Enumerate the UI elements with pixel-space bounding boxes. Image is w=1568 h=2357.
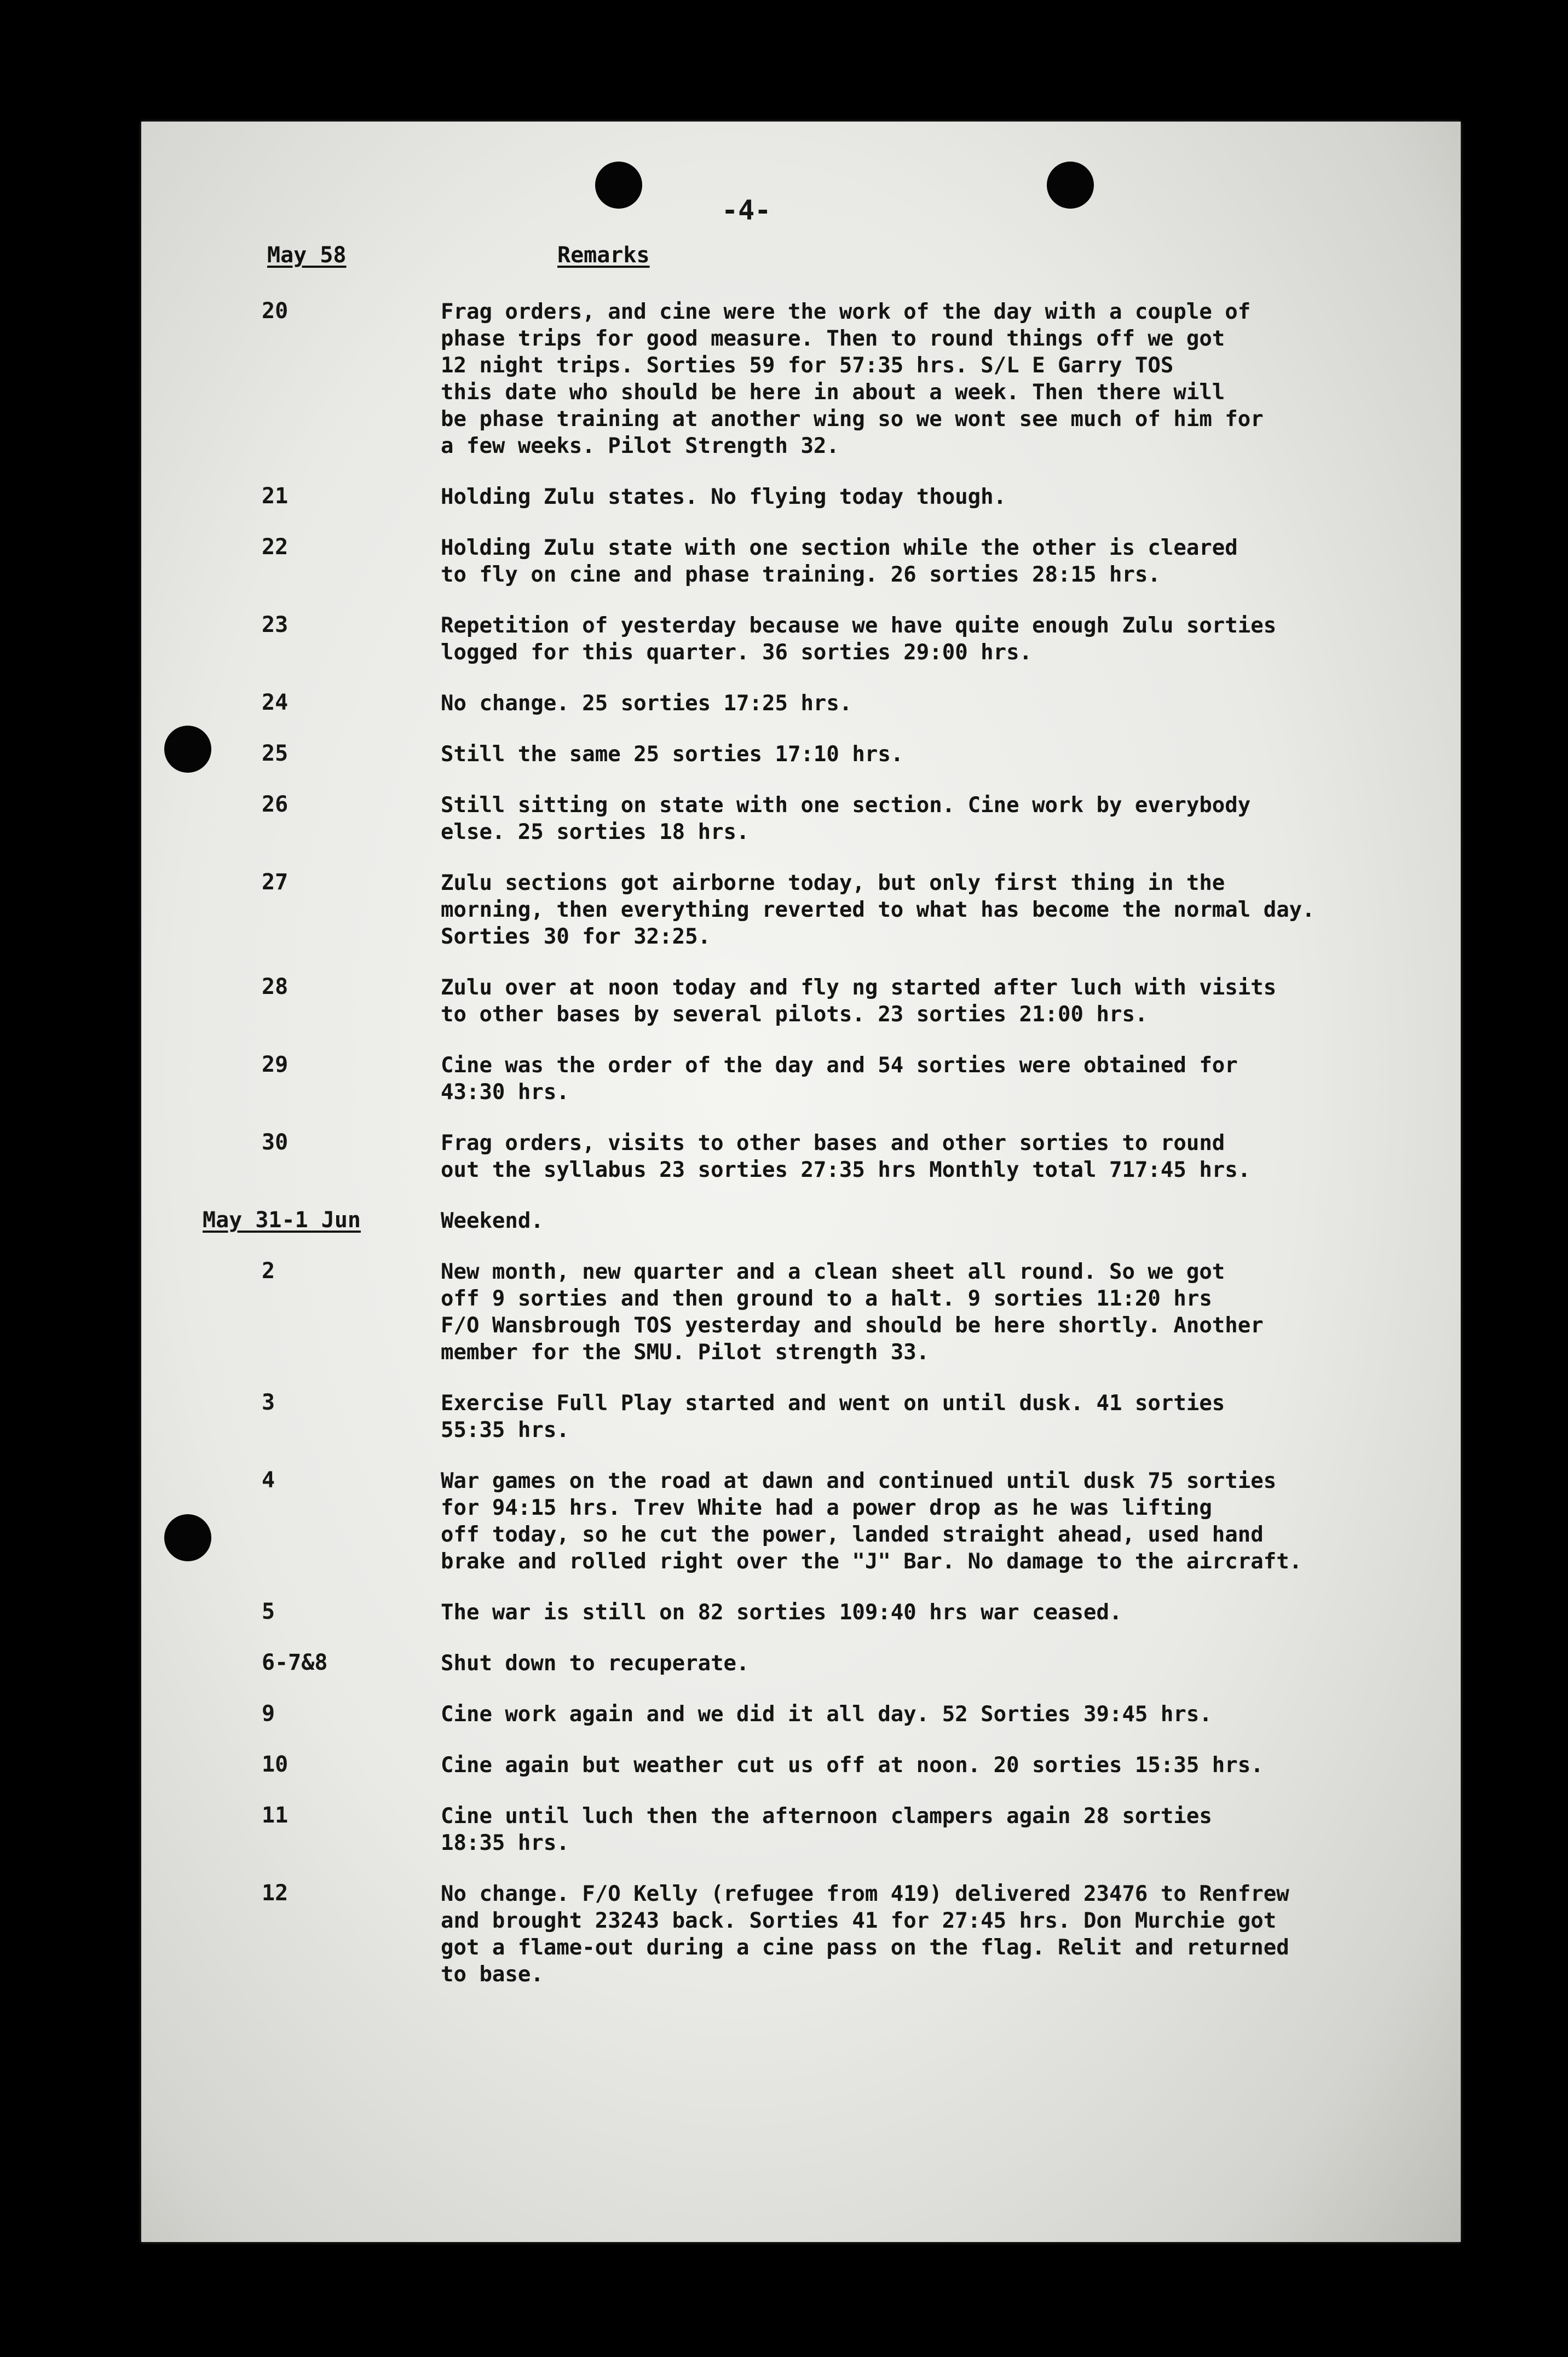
- entry-date: 2: [262, 1258, 275, 1284]
- log-entry: [0, 484, 1568, 510]
- log-entries: [0, 298, 1568, 2012]
- entry-remarks: Repetition of yesterday because we have quite enough Zulu sorties logged for this quarter. 36 sorties 29:00 hrs.: [441, 613, 1277, 665]
- entry-remarks: Holding Zulu state with one section while the other is cleared to fly on cine and phase training. 26 sorties 28:15 hrs.: [441, 536, 1238, 587]
- entry-remarks: New month, new quarter and a clean sheet all round. So we got off 9 sorties and then ground to a halt. 9 sorties 11:20 hrs F/O Wansbrough TOS yesterday and should be here shortly. Another member for the SMU. Pilot strength 33.: [441, 1260, 1264, 1365]
- entry-date: 5: [262, 1599, 275, 1624]
- entry-remarks: Zulu over at noon today and fly ng started after luch with visits to other bases by several pilots. 23 sorties 21:00 hrs.: [441, 975, 1277, 1027]
- log-entry: [0, 1258, 1568, 1366]
- entry-date: 9: [262, 1701, 275, 1726]
- log-entry: [0, 1803, 1568, 1856]
- log-entry: [0, 1881, 1568, 1988]
- log-entry: [0, 1208, 1568, 1234]
- entry-date: 25: [262, 741, 289, 766]
- entry-date: 4: [262, 1468, 275, 1493]
- entry-remarks: Still sitting on state with one section. Cine work by everybody else. 25 sorties 18 hrs.: [441, 793, 1251, 844]
- log-entry: [0, 1390, 1568, 1444]
- entry-date: 20: [262, 298, 289, 324]
- entry-remarks: Cine was the order of the day and 54 sorties were obtained for 43:30 hrs.: [441, 1053, 1238, 1105]
- log-entry: [0, 612, 1568, 666]
- entry-date: 23: [262, 612, 289, 637]
- entry-remarks: No change. F/O Kelly (refugee from 419) delivered 23476 to Renfrew and brought 23243 back. Sorties 41 for 27:45 hrs. Don Murchie got got a flame-out during a cine pass on the flag. Relit and returned to base.: [441, 1882, 1289, 1987]
- entry-remarks: Holding Zulu states. No flying today though.: [441, 485, 1007, 509]
- entry-remarks: The war is still on 82 sorties 109:40 hrs war ceased.: [441, 1600, 1122, 1625]
- entry-remarks: Frag orders, and cine were the work of the day with a couple of phase trips for good measure. Then to round things off we got 12 night trips. Sorties 59 for 57:35 hrs. S/L E Garry TOS this date who should be here in about a week. Then there will be phase training at another wing so we wont see much of him for a few weeks. Pilot Strength 32.: [441, 300, 1264, 458]
- log-entry: [0, 792, 1568, 846]
- log-entry: [0, 974, 1568, 1028]
- log-entry: [0, 1130, 1568, 1183]
- entry-remarks: Exercise Full Play started and went on until dusk. 41 sorties 55:35 hrs.: [441, 1391, 1225, 1442]
- entry-remarks: Still the same 25 sorties 17:10 hrs.: [441, 742, 904, 767]
- entry-remarks: Weekend.: [441, 1209, 544, 1233]
- entry-remarks: Frag orders, visits to other bases and other sorties to round out the syllabus 23 sorties 27:35 hrs Monthly total 717:45 hrs.: [441, 1131, 1251, 1182]
- entry-remarks: Shut down to recuperate.: [441, 1651, 750, 1676]
- entry-date: 28: [262, 974, 289, 999]
- entry-date: 22: [262, 534, 289, 560]
- entry-date: 30: [262, 1130, 289, 1155]
- entry-date: 12: [262, 1881, 289, 1906]
- entry-remarks: Cine until luch then the afternoon clampers again 28 sorties 18:35 hrs.: [441, 1804, 1212, 1855]
- entry-date: May 31-1 Jun: [203, 1208, 361, 1233]
- remarks-column-header: Remarks: [557, 243, 650, 268]
- entry-date: 27: [262, 870, 289, 895]
- log-entry: [0, 1752, 1568, 1779]
- log-entry: [0, 298, 1568, 459]
- log-entry: [0, 1599, 1568, 1626]
- entry-date: 26: [262, 792, 289, 817]
- log-entry: [0, 1052, 1568, 1106]
- log-entry: [0, 1468, 1568, 1575]
- entry-date: 11: [262, 1803, 289, 1828]
- page-number: -4-: [722, 194, 771, 226]
- entry-remarks: Cine again but weather cut us off at noon. 20 sorties 15:35 hrs.: [441, 1753, 1264, 1778]
- log-entry: [0, 741, 1568, 768]
- entry-date: 21: [262, 484, 289, 509]
- punch-hole-top-right: [1047, 162, 1094, 209]
- log-entry: [0, 1701, 1568, 1728]
- entry-remarks: Cine work again and we did it all day. 52 Sorties 39:45 hrs.: [441, 1702, 1212, 1727]
- log-entry: [0, 1650, 1568, 1677]
- entry-date: 24: [262, 690, 289, 715]
- entry-date: 3: [262, 1390, 275, 1415]
- entry-date: 10: [262, 1752, 289, 1777]
- punch-hole-top-left: [595, 162, 642, 209]
- log-entry: [0, 534, 1568, 588]
- date-column-header: May 58: [267, 243, 347, 268]
- entry-remarks: War games on the road at dawn and continued until dusk 75 sorties for 94:15 hrs. Trev White had a power drop as he was lifting off today, so he cut the power, landed straight ahead, used hand brake and rolled right over the "J" Bar. No damage to the aircraft.: [441, 1469, 1302, 1574]
- entry-remarks: No change. 25 sorties 17:25 hrs.: [441, 691, 852, 716]
- log-entry: [0, 870, 1568, 950]
- entry-date: 6-7&8: [262, 1650, 328, 1675]
- entry-date: 29: [262, 1052, 289, 1077]
- entry-remarks: Zulu sections got airborne today, but only first thing in the morning, then everything reverted to what has become the normal day. Sorties 30 for 32:25.: [441, 871, 1315, 949]
- log-entry: [0, 690, 1568, 717]
